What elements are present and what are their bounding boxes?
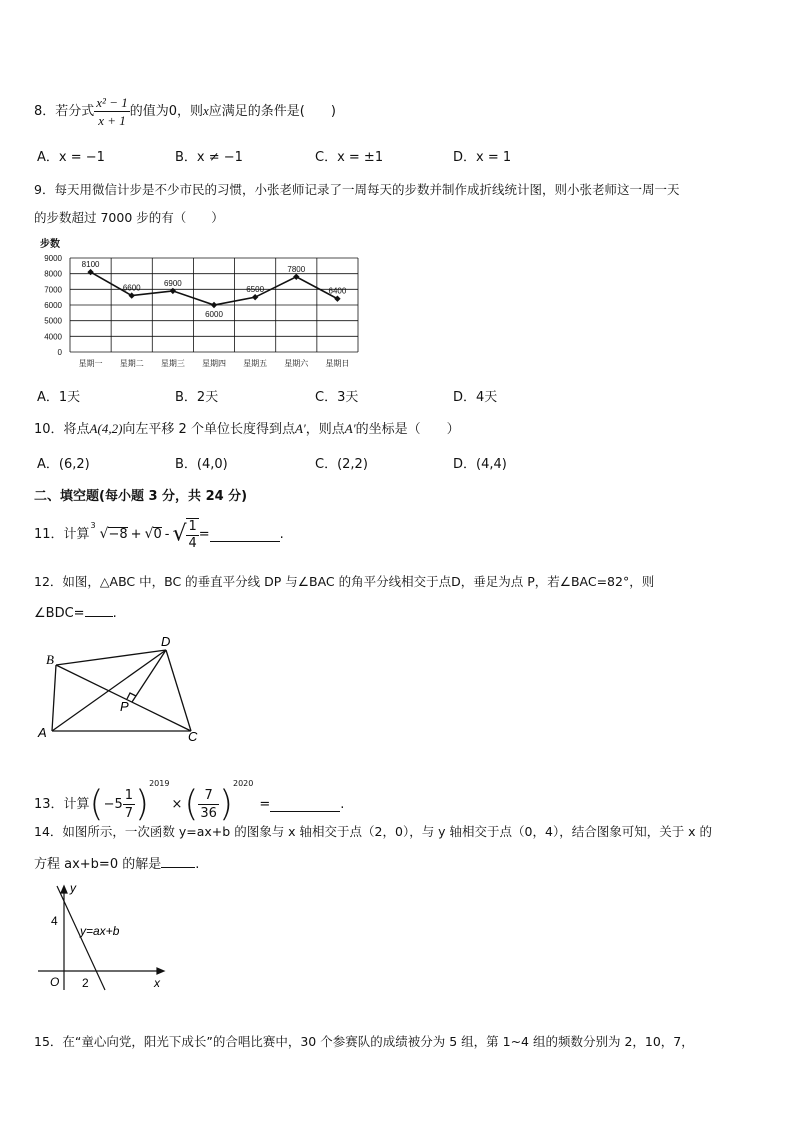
- q8-option-a: A．x = −1: [37, 150, 105, 165]
- y-axis-arrow: [61, 886, 67, 893]
- label-d: D: [161, 634, 171, 649]
- label-p: P: [120, 699, 129, 714]
- segment-ad: [52, 650, 166, 731]
- data-label: 6500: [246, 285, 265, 295]
- q10-pre: 10．将点: [34, 422, 90, 437]
- y-tick-label: 0: [57, 348, 62, 357]
- q10-mid: 向左平移 2 个单位长度得到点: [122, 422, 295, 437]
- data-point: [334, 296, 340, 302]
- q14-answer-blank[interactable]: [161, 855, 195, 868]
- q8-option-b: B．x ≠ −1: [175, 150, 243, 165]
- segment-dc: [166, 650, 191, 731]
- question-11: 11．计算 3 √−8 + √0 - √ $\frac{1}{4}$ = .: [34, 512, 284, 556]
- q8-frac-num: x² − 1: [96, 95, 128, 110]
- q9-option-a: A．1天: [37, 390, 81, 405]
- label-c: C: [188, 729, 198, 744]
- data-point: [252, 294, 258, 300]
- q9-option-d: D．4天: [453, 390, 498, 405]
- q15-line1: 15．在“童心向党，阳光下成长”的合唱比赛中，30 个参赛队的成绩被分为 5 组，第 1~4 组的频数分别为 2，10，7，: [34, 1034, 694, 1049]
- chart-y-ticks: [44, 254, 62, 357]
- q13-rparen-1: ): [135, 783, 150, 825]
- origin-label: O: [50, 975, 60, 989]
- q13-exp2: 2020: [233, 779, 254, 788]
- y-tick-label: 4000: [44, 332, 62, 342]
- q11-fraction: [186, 518, 198, 552]
- y-tick-label: 7000: [44, 285, 62, 295]
- q8-fraction: [94, 94, 129, 129]
- x-tick-label: 星期三: [160, 359, 185, 368]
- q9-option-b: B．2天: [175, 390, 219, 405]
- q11-minus: -: [164, 527, 170, 542]
- q11-pre: 11．计算: [34, 527, 90, 542]
- q8-text-after: 的值为0，则: [129, 104, 204, 119]
- q11-end: .: [279, 527, 284, 542]
- q12-line1: 12．如图，△ABC 中，BC 的垂直平分线 DP 与∠BAC 的角平分线相交于点D，垂足为点 P，若∠BAC=82°，则: [34, 574, 655, 589]
- data-point: [129, 292, 135, 298]
- q11-cube-root: 3 √−8: [90, 521, 128, 542]
- q10-option-b: B．(4,0): [175, 457, 228, 472]
- q10-option-a: A．(6,2): [37, 457, 90, 472]
- y-tick-label: 9000: [44, 254, 62, 263]
- q10-point-a-prime: A′: [294, 421, 306, 436]
- q13-base2-num: 7: [198, 787, 219, 805]
- q12-line2-end: .: [112, 606, 117, 621]
- q13-base1-num: 1: [124, 788, 134, 803]
- q13-eq: =: [259, 797, 271, 812]
- q13-rparen-2: ): [218, 783, 233, 825]
- chart-ylabel: 步数: [40, 239, 60, 250]
- q13-times: ×: [171, 797, 183, 812]
- x-axis-label: x: [154, 976, 160, 990]
- q14-line2-end: .: [195, 857, 200, 872]
- data-point: [293, 274, 299, 280]
- question-10: [34, 418, 460, 437]
- segment-dp: [132, 650, 166, 702]
- x-intercept-label: 2: [82, 976, 89, 990]
- data-label: 6000: [205, 310, 223, 319]
- segment-bc: [56, 665, 191, 731]
- q8-option-c: C．x = ±1: [315, 150, 384, 165]
- data-label: 6900: [163, 278, 182, 288]
- x-tick-label: 星期一: [78, 359, 103, 368]
- q13-end: .: [340, 797, 345, 812]
- segment-ba: [52, 665, 56, 731]
- q13-lparen-1: (: [89, 783, 104, 825]
- q10-point-a: A(4,2): [89, 421, 123, 436]
- question-8: [34, 88, 336, 134]
- label-b: B: [46, 652, 54, 667]
- q10-point-a-prime-2: A′: [344, 421, 356, 436]
- question-13: [34, 756, 345, 825]
- q11-eq: =: [198, 527, 210, 542]
- q11-cube-index: 3: [90, 521, 96, 530]
- y-tick-label: 6000: [44, 301, 62, 310]
- q9-line1: 9．每天用微信计步是不少市民的习惯，小张老师记录了一周每天的步数并制作成折线统计图，则小张老师这一周一天: [34, 182, 680, 197]
- q12-answer-blank[interactable]: [85, 604, 113, 617]
- data-label: 7800: [287, 264, 306, 274]
- q8-frac-den: x + 1: [98, 113, 126, 128]
- q8-text-end: 应满足的条件是( ): [208, 104, 336, 119]
- q13-base2-den: 36: [200, 806, 217, 821]
- q13-base1-den: 7: [124, 806, 134, 821]
- section-heading: 二、填空题(每小题 3 分，共 24 分): [34, 489, 248, 504]
- q13-exp1: 2019: [149, 779, 170, 788]
- q13-answer-blank[interactable]: [270, 797, 340, 812]
- x-tick-label: 星期五: [243, 359, 268, 368]
- q12-line2: [34, 604, 117, 621]
- q10-option-c: C．(2,2): [315, 457, 368, 472]
- q14-line2: [34, 853, 199, 872]
- q11-cube-rad: −8: [108, 527, 128, 542]
- y-tick-label: 8000: [44, 269, 62, 279]
- q10-end: 的坐标是（ ）: [355, 422, 460, 437]
- label-a: A: [38, 725, 47, 740]
- q12-line2-pre: ∠BDC=: [34, 606, 85, 621]
- q11-frac-den: 4: [188, 535, 197, 551]
- q13-lparen-2: (: [184, 783, 199, 825]
- q9-option-c: C．3天: [315, 390, 359, 405]
- data-label: 8100: [81, 260, 100, 270]
- q13-base1-int: −5: [103, 797, 123, 812]
- y-intercept-label: 4: [51, 914, 58, 928]
- triangle-figure: [34, 634, 204, 746]
- q8-var: x: [203, 103, 209, 118]
- q11-frac-num: 1: [188, 518, 197, 534]
- q9-line2: 的步数超过 7000 步的有（ ）: [34, 210, 224, 225]
- x-tick-label: 星期二: [119, 359, 144, 368]
- data-label: 6400: [328, 286, 347, 296]
- data-point: [211, 302, 217, 308]
- step-line-chart: [30, 236, 370, 372]
- q13-pre: 13．计算: [34, 797, 90, 812]
- q11-answer-blank[interactable]: [210, 527, 280, 542]
- data-point: [170, 288, 176, 294]
- q10-option-d: D．(4,4): [453, 457, 507, 472]
- x-tick-label: 星期日: [325, 359, 350, 368]
- y-tick-label: 5000: [44, 316, 62, 326]
- segment-bd: [56, 650, 166, 665]
- q13-base1-frac: [123, 787, 135, 822]
- q14-line2-pre: 方程 ax+b=0 的解是: [34, 857, 162, 872]
- y-axis-label: y: [70, 881, 76, 895]
- q13-base2-frac: [198, 787, 219, 822]
- q10-mid2: ，则点: [305, 422, 345, 437]
- x-tick-label: 星期六: [284, 359, 309, 368]
- q14-line1: 14．如图所示，一次函数 y=ax+b 的图象与 x 轴相交于点（2，0），与 y 轴相交于点（0，4），结合图象可知，关于 x 的: [34, 824, 713, 839]
- data-point: [87, 269, 93, 275]
- chart-x-ticks: [79, 358, 350, 368]
- x-axis-arrow: [157, 968, 164, 974]
- linear-function-graph: [34, 880, 174, 992]
- data-label: 6600: [122, 283, 141, 293]
- x-tick-label: 星期四: [202, 359, 226, 368]
- q11-sqrt0: 0: [153, 527, 162, 542]
- q8-number: 8．若分式: [34, 104, 95, 119]
- q11-plus: +: [130, 527, 142, 542]
- q8-option-d: D．x = 1: [453, 150, 512, 165]
- line-equation-label: y=ax+b: [80, 924, 120, 938]
